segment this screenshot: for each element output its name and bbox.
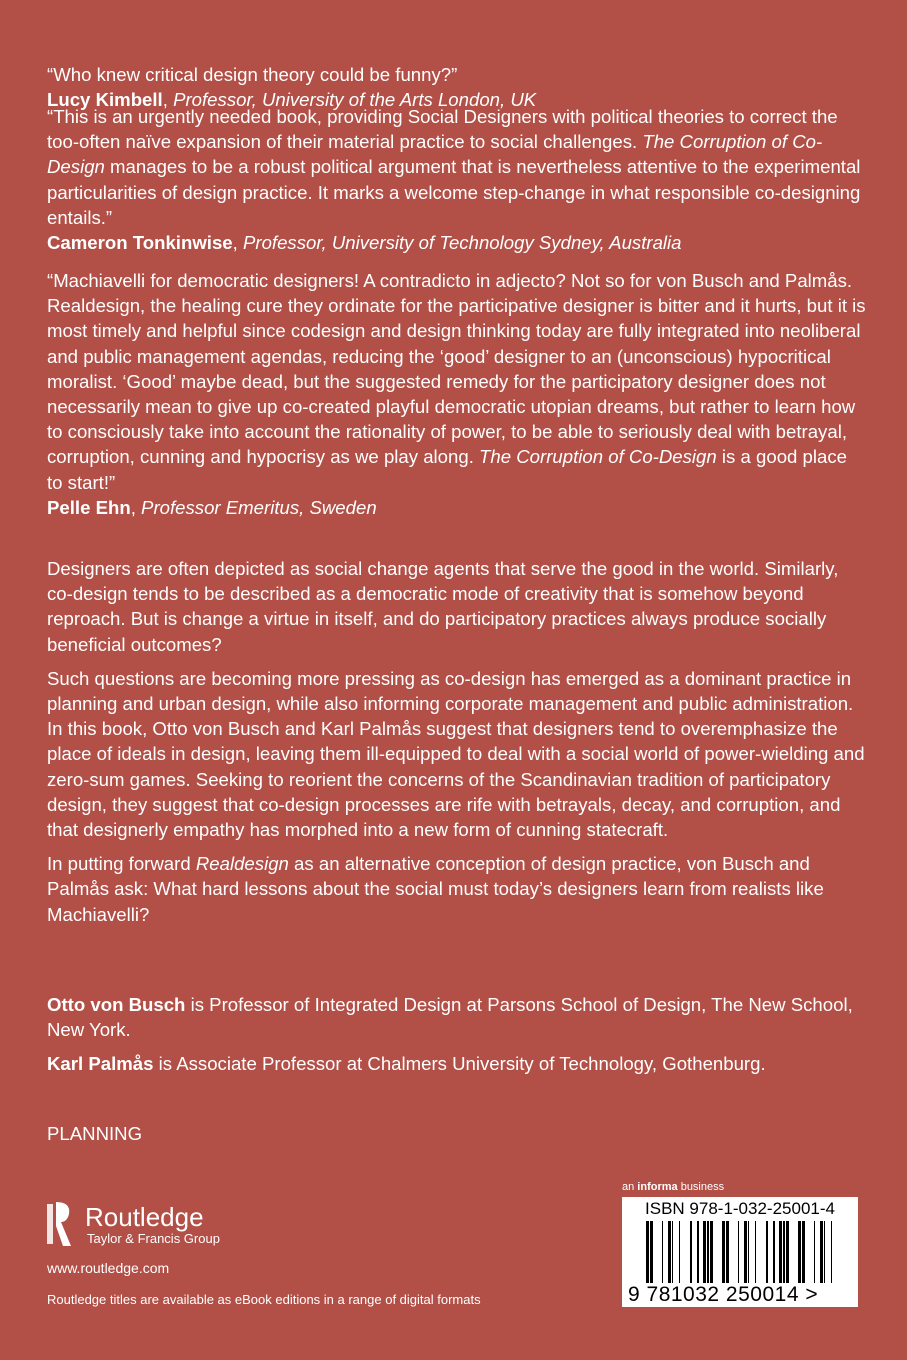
text-segment: manages to be a robust political argument that is nevertheless attentive to the experimental particularities of design practice. It marks a welcome step-change in what responsible co-designing entails.” bbox=[47, 156, 861, 228]
barcode-bar bbox=[748, 1221, 749, 1283]
author-bio bbox=[47, 1051, 867, 1076]
author-bio bbox=[47, 992, 867, 1042]
subject-category: PLANNING bbox=[47, 1123, 143, 1144]
text-segment: The Corruption of Co-Design bbox=[479, 446, 717, 468]
text-segment: In putting forward bbox=[47, 853, 196, 875]
barcode-bar bbox=[786, 1221, 789, 1283]
barcode-bar bbox=[710, 1221, 713, 1283]
text-segment: Otto von Busch bbox=[47, 994, 186, 1015]
text-segment: “This is an urgently needed book, providing Social Designers with political theories to correct the too-often naïve expansion of their material practice to social challenges. bbox=[47, 106, 838, 153]
barcode-bar bbox=[744, 1221, 747, 1283]
barcode-bar bbox=[646, 1221, 649, 1283]
text-segment: Professor, University of Technology Sydney, Australia bbox=[242, 232, 682, 254]
text-segment: , bbox=[130, 496, 142, 518]
barcode-bar bbox=[690, 1221, 692, 1283]
barcode-bar bbox=[820, 1221, 823, 1283]
informa-tagline bbox=[622, 1181, 724, 1193]
barcode-bar bbox=[707, 1221, 709, 1283]
publisher-name: Routledge bbox=[85, 1201, 204, 1232]
text-segment: , bbox=[162, 89, 174, 111]
routledge-r-icon bbox=[47, 1200, 75, 1248]
quote-attribution bbox=[47, 230, 867, 255]
text-segment: Designers are often depicted as social change agents that serve the good in the world. Similarly, co-design tends to be described as a democratic mode of creativity that is somehow beyond reproach. But is change a virtue in itself, and do participatory practices always produce socially beneficial outcomes? bbox=[47, 558, 839, 655]
barcode-bar bbox=[672, 1221, 673, 1283]
quote-2 bbox=[47, 104, 867, 255]
barcode-bar bbox=[662, 1221, 663, 1283]
text-segment: is Professor of Integrated Design at Parsons School of Design, The New School, New York. bbox=[47, 994, 853, 1041]
barcode-bar bbox=[831, 1221, 832, 1283]
text-segment: “Who knew critical design theory could be funny?” bbox=[47, 64, 458, 85]
barcode-bar bbox=[798, 1221, 801, 1283]
barcode-bar bbox=[738, 1221, 739, 1283]
text-segment: Professor, University of the Arts London, UK bbox=[173, 89, 537, 111]
publisher-url: www.routledge.com bbox=[47, 1260, 170, 1276]
barcode-bars bbox=[646, 1221, 846, 1283]
barcode-bar bbox=[703, 1221, 706, 1283]
text-segment: Cameron Tonkinwise bbox=[47, 232, 233, 254]
barcode-bar bbox=[773, 1221, 775, 1283]
text-segment: Professor Emeritus, Sweden bbox=[141, 496, 377, 518]
barcode-bar bbox=[814, 1221, 815, 1283]
barcode-bar bbox=[668, 1221, 671, 1283]
barcode-bar bbox=[755, 1221, 756, 1283]
barcode-bar bbox=[766, 1221, 768, 1283]
barcode-bar bbox=[779, 1221, 782, 1283]
quote-attribution bbox=[47, 495, 867, 520]
description-paragraph bbox=[47, 556, 867, 657]
ebook-note: Routledge titles are available as eBook editions in a range of digital formats bbox=[47, 1292, 481, 1307]
quote-text bbox=[47, 104, 867, 230]
barcode-bar bbox=[726, 1221, 729, 1283]
text-segment: Realdesign bbox=[195, 853, 289, 875]
informa-post: business bbox=[677, 1181, 725, 1193]
text-segment: is a good place to start!” bbox=[47, 446, 847, 493]
text-segment: is Associate Professor at Chalmers University of Technology, Gothenburg. bbox=[153, 1053, 766, 1075]
text-segment: Such questions are becoming more pressing as co-design has emerged as a dominant practice in planning and urban design, while also informing corporate management and public administration. In this book, Otto von Busch and Karl Palmås suggest that designers tend to overemphasize the place of ideals in design, leaving them ill-equipped to deal with a social world of power-wielding and zero-sum games. Seeking to reorient the concerns of the Scandinavian tradition of participatory design, they suggest that co-design processes are rife with betrayals, decay, and corruption, and that designerly empathy has morphed into a new form of cunning statecraft. bbox=[47, 667, 865, 841]
barcode-bar bbox=[697, 1221, 699, 1283]
barcode-bar bbox=[722, 1221, 725, 1283]
isbn-text: ISBN 978-1-032-25001-4 bbox=[645, 1199, 835, 1218]
description-paragraph bbox=[47, 666, 867, 842]
author-bios bbox=[47, 992, 867, 1086]
text-segment: Lucy Kimbell bbox=[47, 89, 163, 111]
description bbox=[47, 556, 867, 936]
publisher-group: Taylor & Francis Group bbox=[87, 1230, 220, 1246]
barcode-bar bbox=[802, 1221, 805, 1283]
barcode-bar bbox=[650, 1221, 653, 1283]
quote-text bbox=[47, 268, 867, 495]
barcode-digits: 9 781032 250014 > bbox=[628, 1283, 819, 1306]
barcode-bar bbox=[824, 1221, 825, 1283]
description-paragraph bbox=[47, 851, 867, 927]
informa-brand: informa bbox=[637, 1181, 678, 1193]
text-segment: “Machiavelli for democratic designers! A contradicto in adjecto? Not so for von Busch and Palmås. Realdesign, the healing cure they ordinate for the participative designer is bitter and it hurts, but it is most timely and helpful since codesign and design thinking today are fully integrated into neoliberal and public management agendas, reducing the ‘good’ designer to an (unconscious) hypocritical moralist. ‘Good’ maybe dead, but the suggested remedy for the participatory designer does not necessarily mean to give up co-created playful democratic utopian dreams, but rather to learn how to consciously take into account the rationality of power, to be able to seriously deal with betrayal, corruption, cunning and hypocrisy as we play along. bbox=[47, 270, 866, 468]
text-segment: as an alternative conception of design practice, von Busch and Palmås ask: What hard lessons about the social must today’s designers learn from realists like Machiavelli? bbox=[47, 853, 824, 925]
text-segment: Pelle Ehn bbox=[47, 496, 131, 518]
barcode-bar bbox=[783, 1221, 785, 1283]
barcode-bar bbox=[679, 1221, 680, 1283]
text-segment: Karl Palmås bbox=[47, 1053, 154, 1075]
isbn-barcode bbox=[622, 1197, 858, 1307]
quote-3 bbox=[47, 268, 867, 520]
quote-text bbox=[47, 62, 867, 87]
routledge-logo bbox=[47, 1200, 220, 1248]
informa-pre: an bbox=[622, 1181, 638, 1193]
text-segment: The Corruption of Co-Design bbox=[47, 131, 823, 178]
text-segment: , bbox=[232, 232, 243, 254]
